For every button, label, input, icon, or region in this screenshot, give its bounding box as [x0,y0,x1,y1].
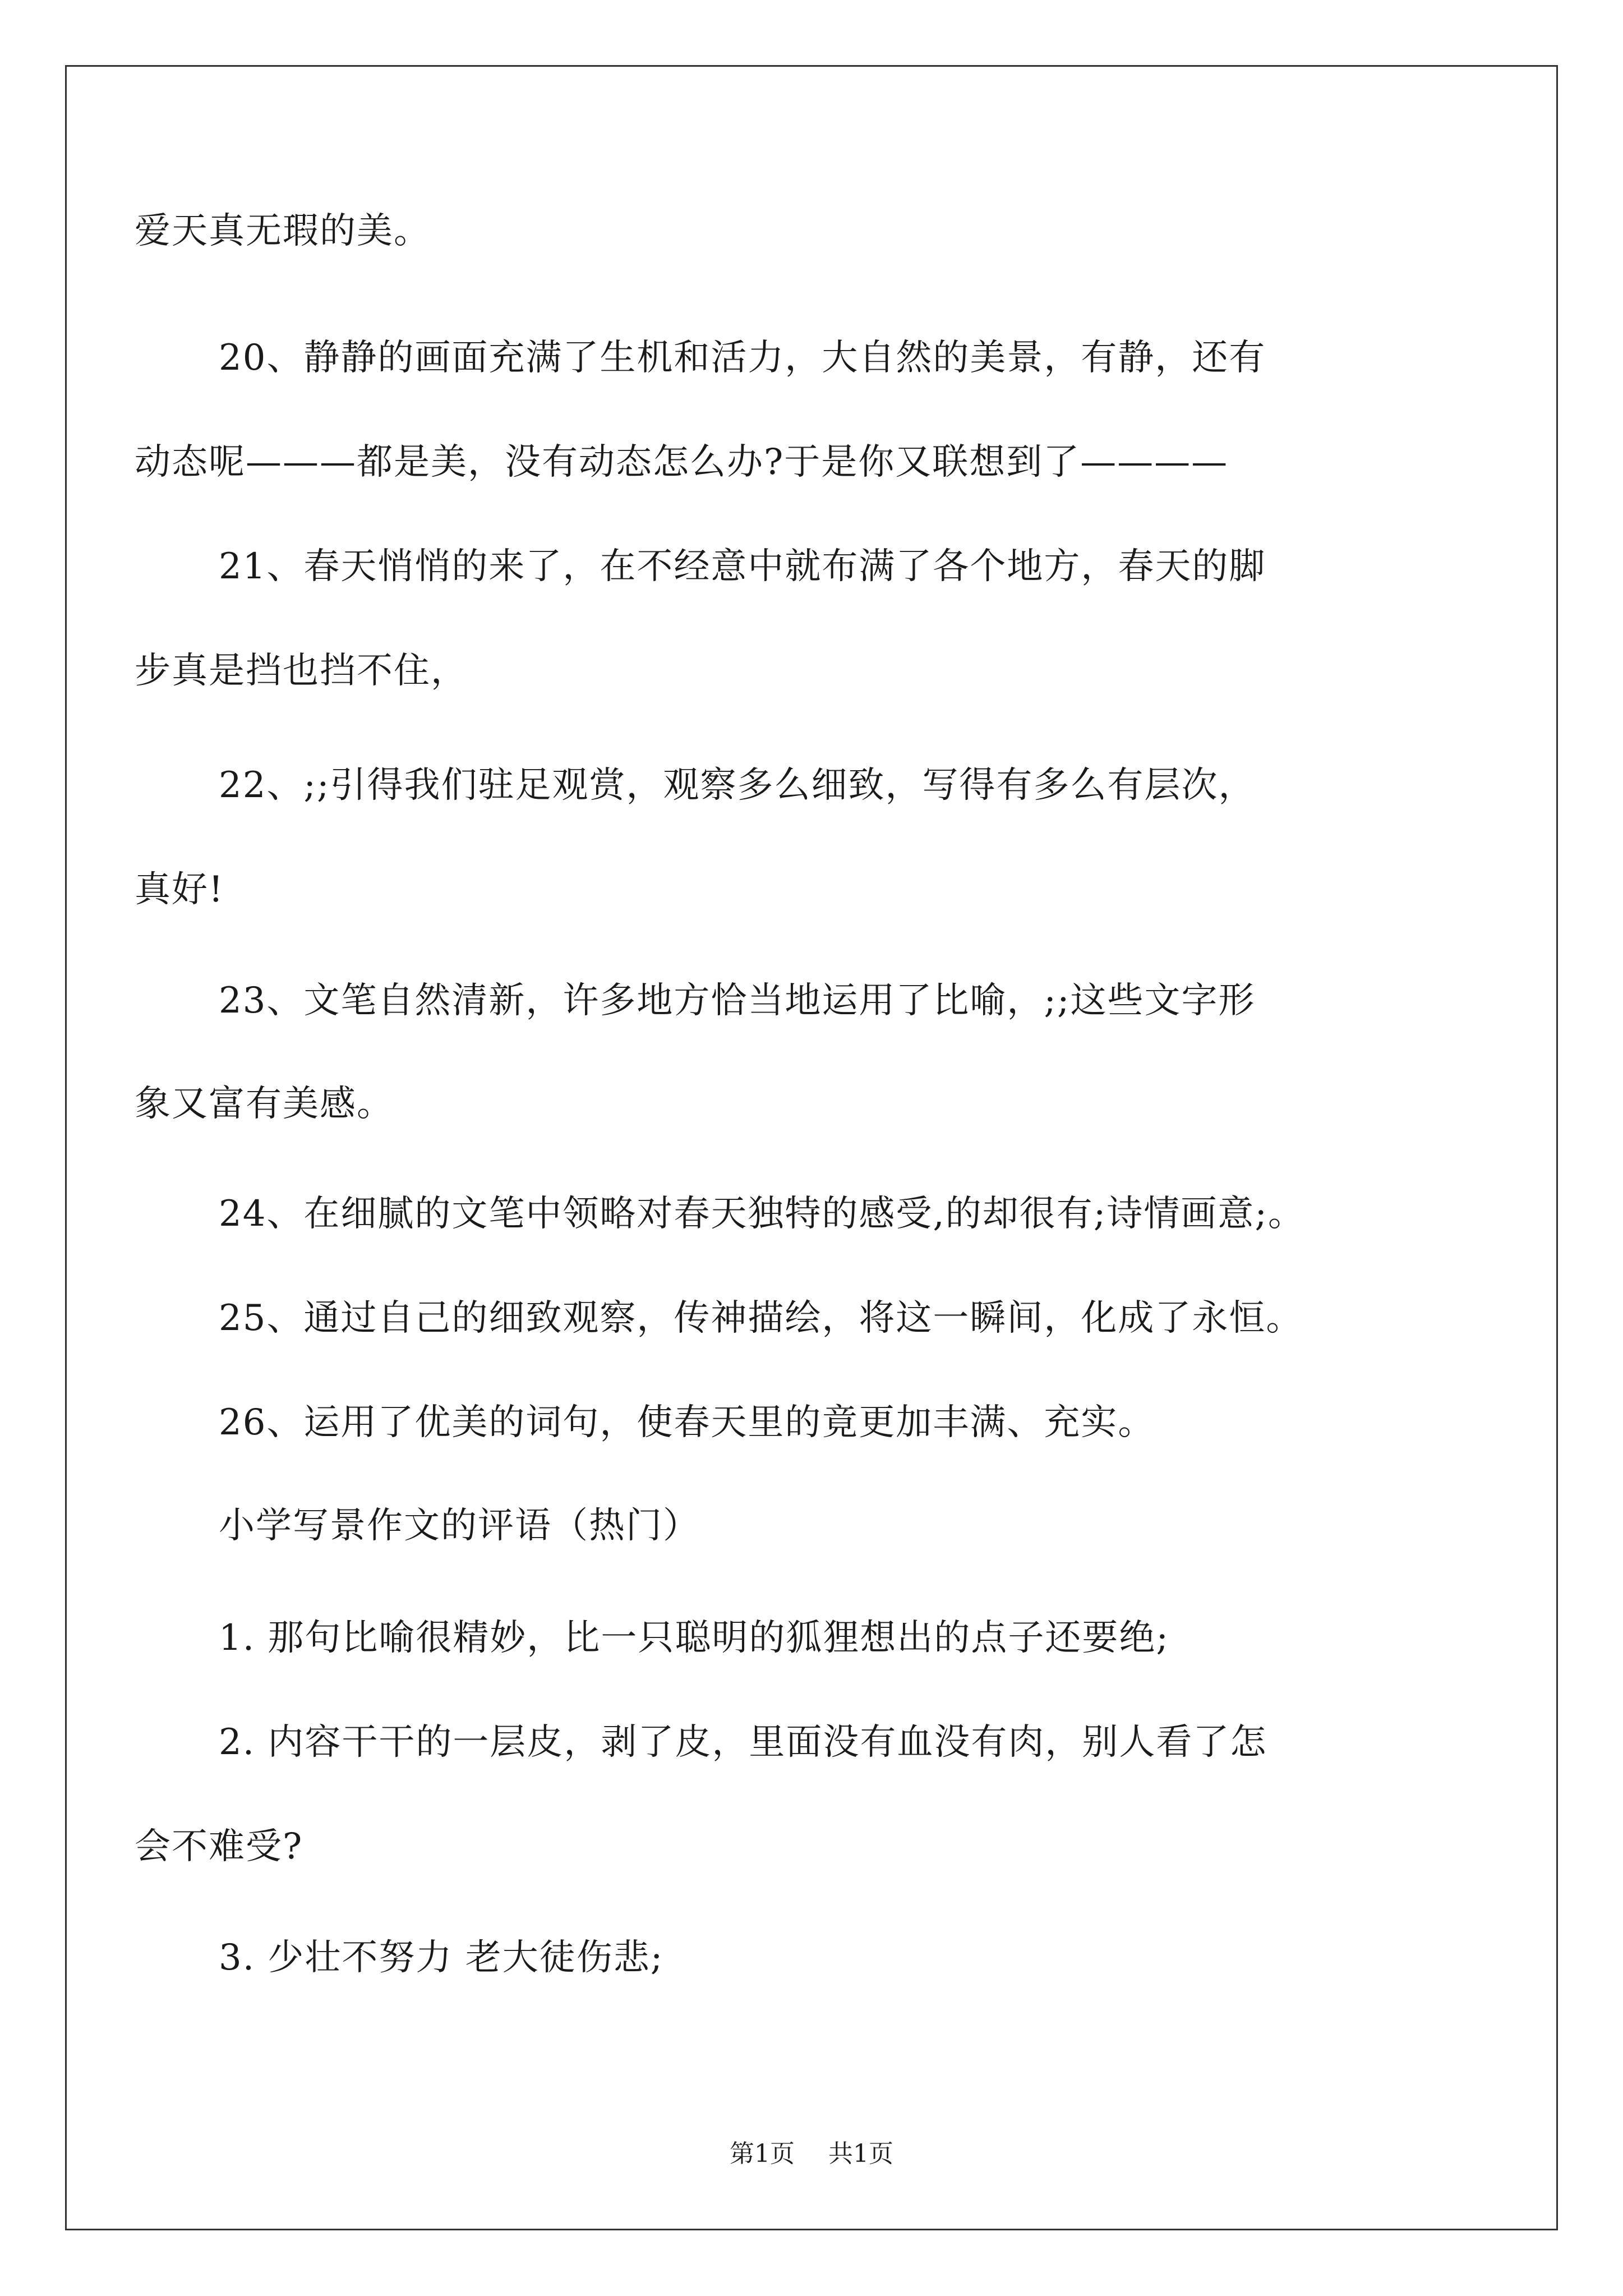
text-line: 3. 少壮不努力 老大徒伤悲; [219,1937,664,1978]
text-line: 2. 内容干干的一层皮，剥了皮，里面没有血没有肉，别人看了怎 [219,1722,1267,1763]
text-line: 22、;;引得我们驻足观赏，观察多么细致，写得有多么有层次， [219,765,1256,806]
page-total: 共1页 [828,2139,893,2168]
page-number: 第1页 [730,2139,795,2168]
text-line: 动态呢———都是美，没有动态怎么办?于是你又联想到了———— [135,441,1229,483]
section-heading: 小学写景作文的评语（热门） [219,1505,700,1547]
page-border [65,65,1558,2230]
text-line: 20、静静的画面充满了生机和活力，大自然的美景，有静，还有 [219,337,1266,379]
text-line: 24、在细腻的文笔中领略对春天独特的感受,的却很有;诗情画意;。 [219,1193,1305,1235]
text-line: 23、文笔自然清新，许多地方恰当地运用了比喻，;;这些文字形 [219,980,1256,1022]
text-line: 21、春天悄悄的来了，在不经意中就布满了各个地方，春天的脚 [219,546,1266,587]
text-line: 25、通过自己的细致观察，传神描绘，将这一瞬间，化成了永恒。 [219,1297,1303,1339]
text-line: 1. 那句比喻很精妙，比一只聪明的狐狸想出的点子还要绝; [219,1617,1169,1659]
text-line: 会不难受? [135,1826,303,1867]
text-line: 步真是挡也挡不住， [135,650,468,692]
text-line: 爱天真无瑕的美。 [135,210,431,252]
text-line: 真好! [135,869,224,910]
text-line: 象又富有美感。 [135,1083,394,1125]
text-line: 26、运用了优美的词句，使春天里的竟更加丰满、充实。 [219,1402,1155,1443]
page-footer [0,2138,1623,2170]
